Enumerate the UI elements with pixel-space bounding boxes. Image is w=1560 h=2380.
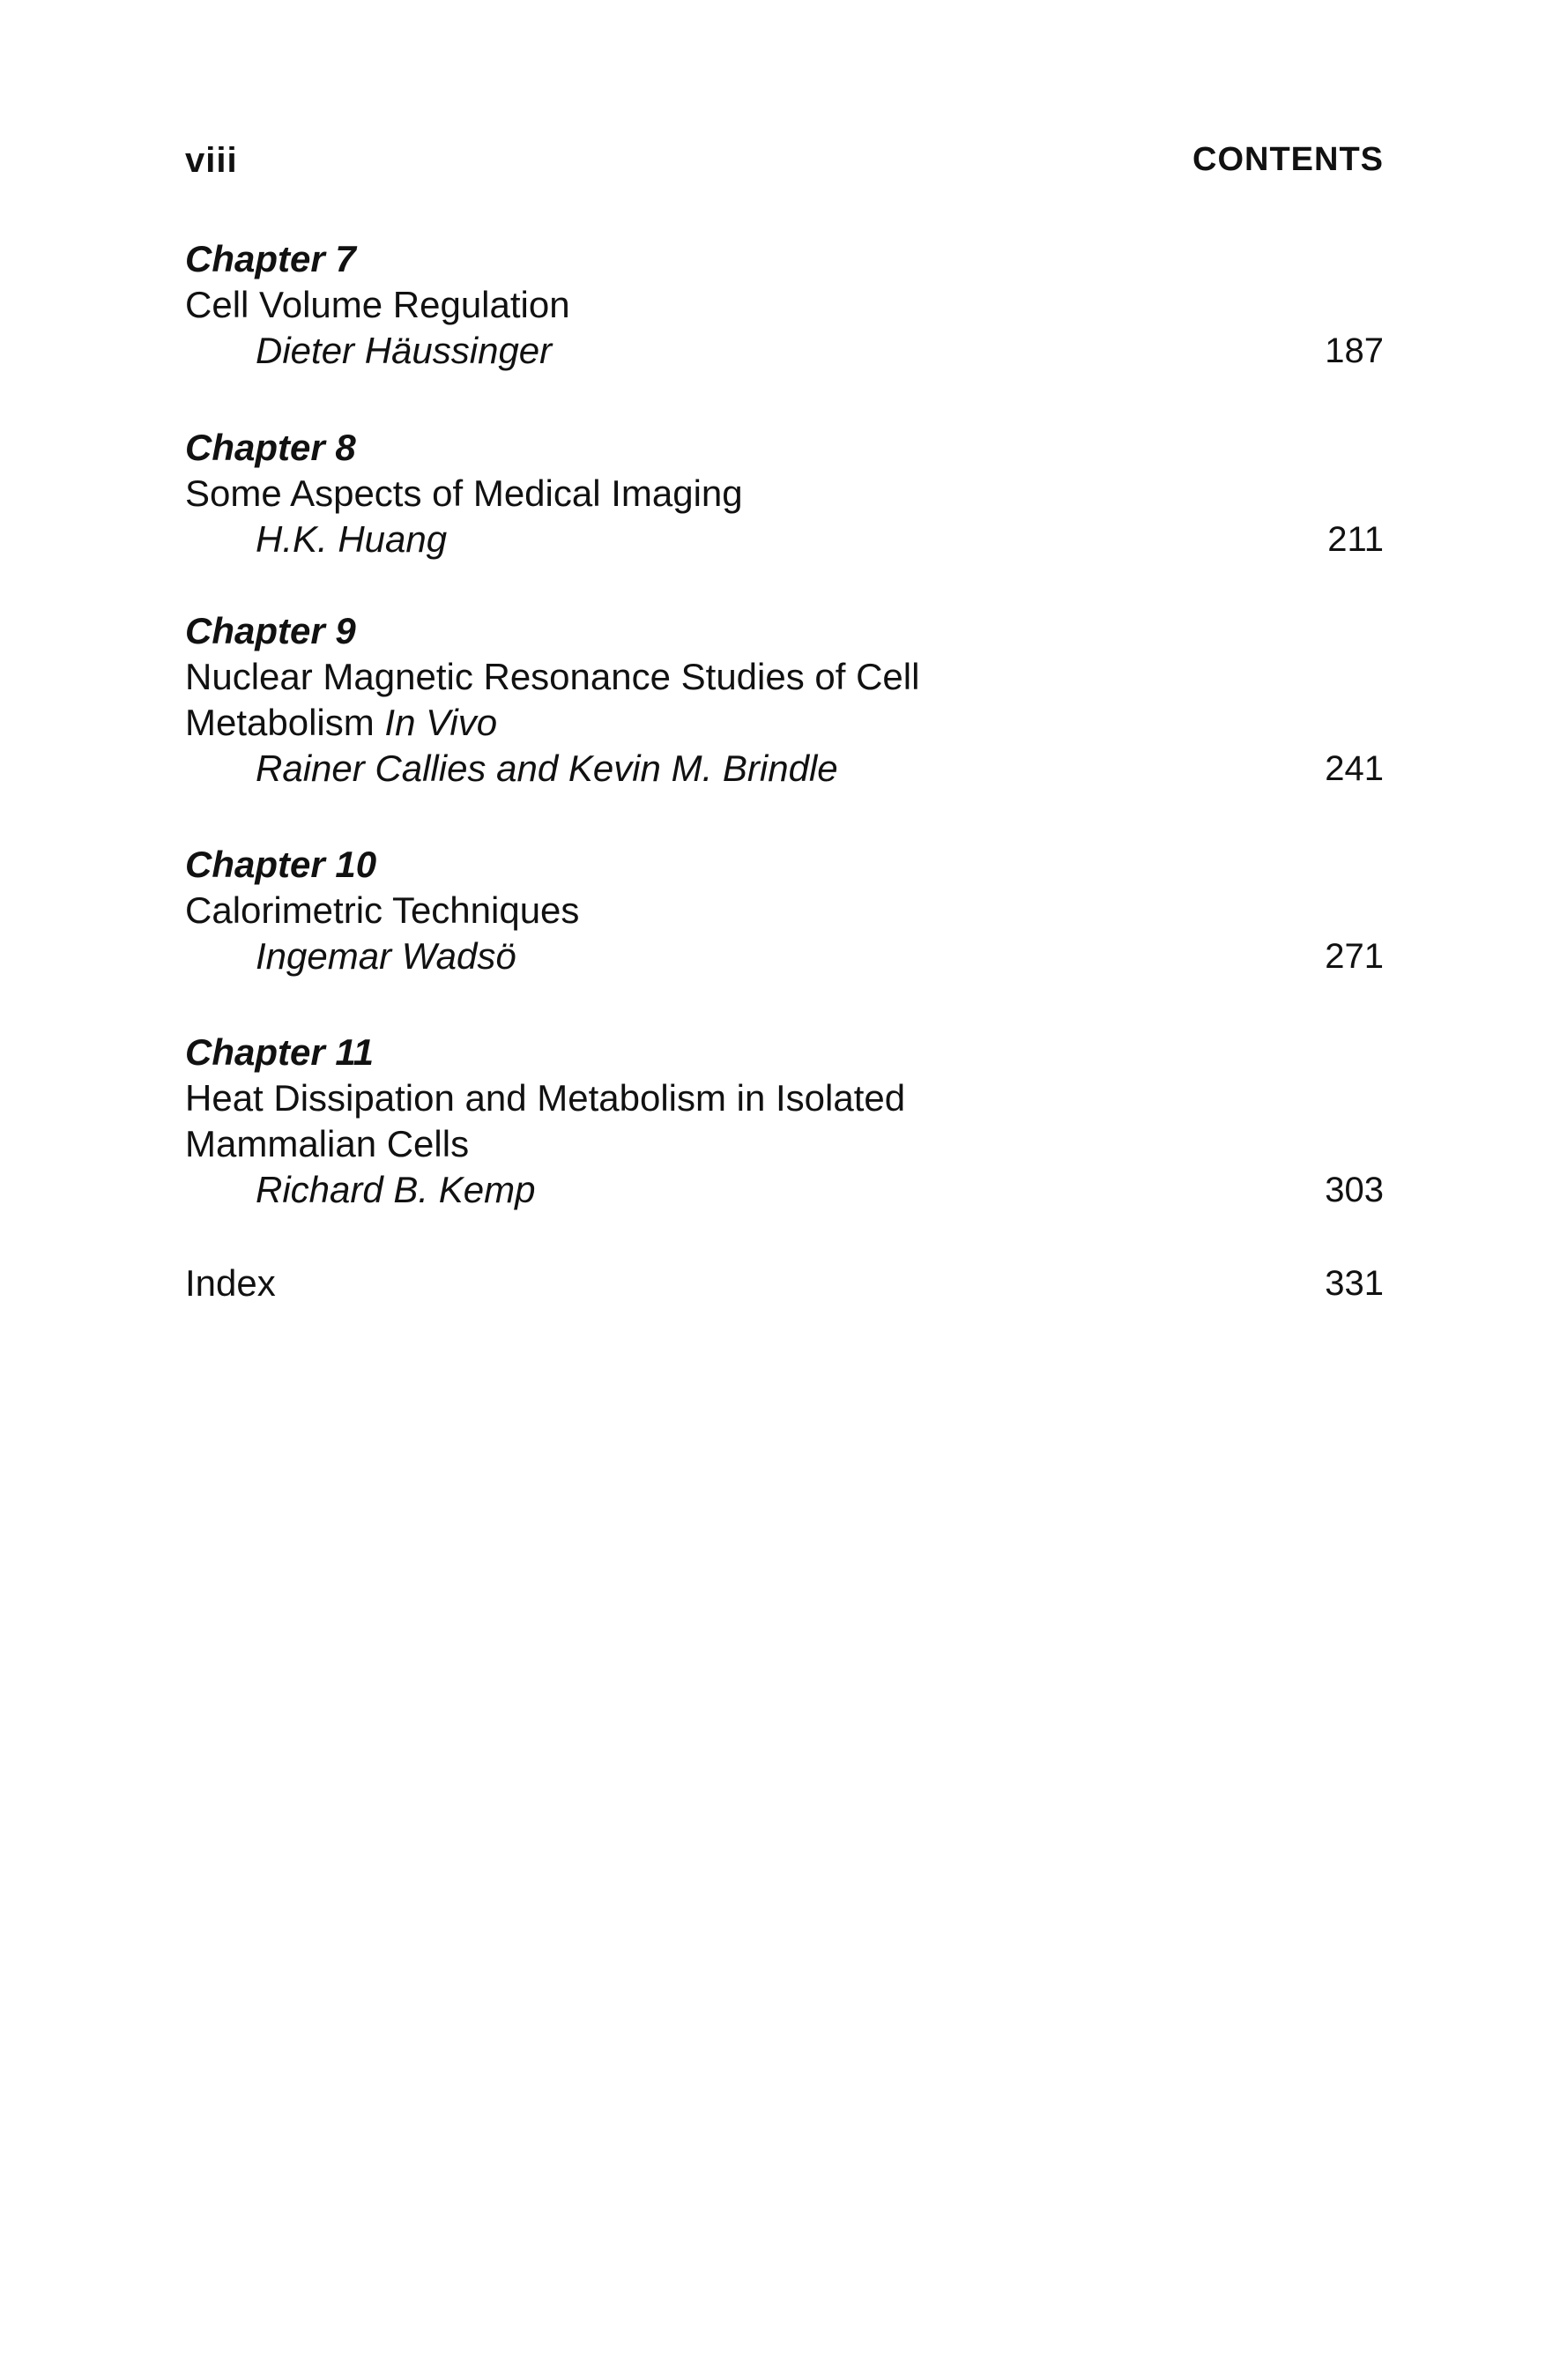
running-head [185,141,1384,194]
chapter-page-number: 211 [1327,520,1384,559]
toc-entry-chapter-11 [185,1030,1384,1213]
author-row [185,1167,1384,1213]
author-row [185,933,1384,979]
index-page-number: 331 [1325,1264,1384,1303]
chapter-title-text: Metabolism [185,702,375,743]
page-number: viii [185,141,238,180]
chapter-label: Chapter 11 [185,1031,374,1073]
chapter-author: Rainer Callies and Kevin M. Brindle [256,747,838,789]
toc-entry-index [185,1261,1384,1306]
chapter-title-italic: In Vivo [384,702,498,743]
chapter-author: Richard B. Kemp [256,1169,536,1210]
toc-entry-chapter-9 [185,608,1384,792]
toc-entry-chapter-7 [185,236,1384,374]
chapter-title: Heat Dissipation and Metabolism in Isolated [185,1077,906,1119]
chapter-title: Calorimetric Techniques [185,889,580,931]
chapter-label: Chapter 7 [185,238,356,279]
toc-entry-chapter-8 [185,425,1384,562]
author-row [185,517,1384,562]
chapter-author: H.K. Huang [256,518,448,560]
chapter-page-number: 241 [1325,749,1384,788]
section-title: CONTENTS [1192,141,1384,178]
chapter-author: Dieter Häussinger [256,330,553,371]
author-row [185,328,1384,374]
chapter-title-continuation: Mammalian Cells [185,1123,470,1164]
chapter-title: Cell Volume Regulation [185,284,570,325]
chapter-label: Chapter 8 [185,427,356,468]
toc-entry-chapter-10 [185,842,1384,979]
chapter-title: Some Aspects of Medical Imaging [185,472,743,514]
chapter-label: Chapter 10 [185,844,377,885]
chapter-page-number: 271 [1325,937,1384,976]
index-label: Index [185,1262,276,1304]
chapter-page-number: 303 [1325,1171,1384,1209]
chapter-title: Nuclear Magnetic Resonance Studies of Cell [185,656,920,697]
chapter-label: Chapter 9 [185,610,356,651]
author-row [185,746,1384,792]
chapter-author: Ingemar Wadsö [256,935,516,977]
chapter-title-continuation [185,700,1384,746]
chapter-page-number: 187 [1325,331,1384,370]
